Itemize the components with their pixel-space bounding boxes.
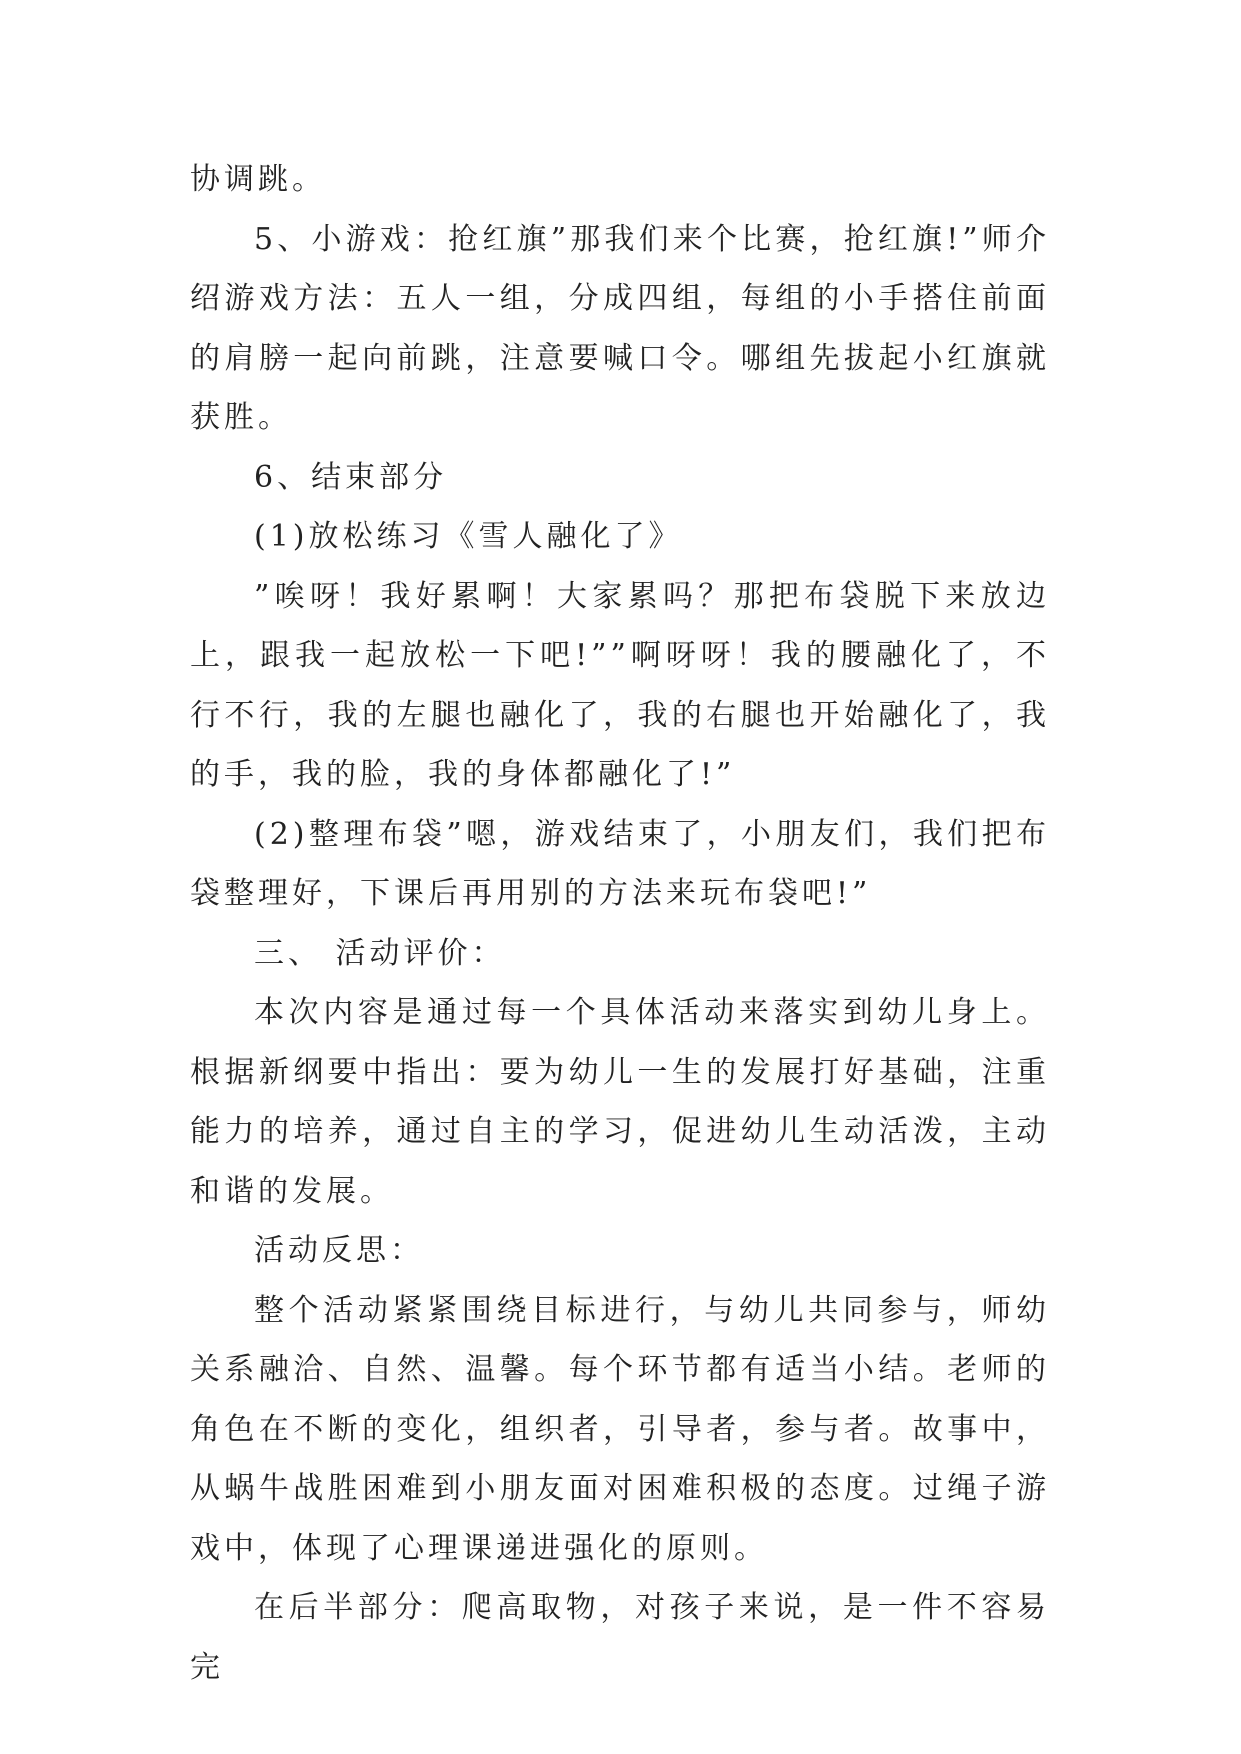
section-heading: 6、结束部分 <box>254 459 448 495</box>
paragraph: 5、小游戏：抢红旗”那我们来个比赛，抢红旗!”师介绍游戏方法：五人一组，分成四组，每组的小手搭住前面的肩膀一起向前跳，注意要喊口令。哪组先拔起小红旗就获胜。 <box>190 221 1050 435</box>
paragraph: ”唉呀！我好累啊！大家累吗？那把布袋脱下来放边上，跟我一起放松一下吧!””啊呀呀！我的腰融化了，不行不行，我的左腿也融化了，我的右腿也开始融化了，我的手，我的脸，我的身体都融化了!” <box>190 578 1050 792</box>
sub-heading: (1)放松练习《雪人融化了》 <box>254 519 683 554</box>
document-page <box>190 150 1050 1697</box>
paragraph: 协调跳。 <box>190 162 326 197</box>
paragraph: 本次内容是通过每一个具体活动来落实到幼儿身上。根据新纲要中指出：要为幼儿一生的发展打好基础，注重能力的培养，通过自主的学习，促进幼儿生动活泼，主动和谐的发展。 <box>190 995 1050 1209</box>
section-heading: 三、 活动评价： <box>254 935 506 971</box>
paragraph: 整个活动紧紧围绕目标进行，与幼儿共同参与，师幼关系融洽、自然、温馨。每个环节都有适当小结。老师的角色在不断的变化，组织者，引导者，参与者。故事中，从蜗牛战胜困难到小朋友面对困难积极的态度。过绳子游戏中，体现了心理课递进强化的原则。 <box>190 1292 1050 1566</box>
section-heading: 活动反思： <box>254 1233 424 1268</box>
paragraph: (2)整理布袋”嗯，游戏结束了，小朋友们，我们把布袋整理好，下课后再用别的方法来玩布袋吧!” <box>190 816 1050 911</box>
paragraph: 在后半部分：爬高取物，对孩子来说，是一件不容易完 <box>190 1590 1050 1685</box>
